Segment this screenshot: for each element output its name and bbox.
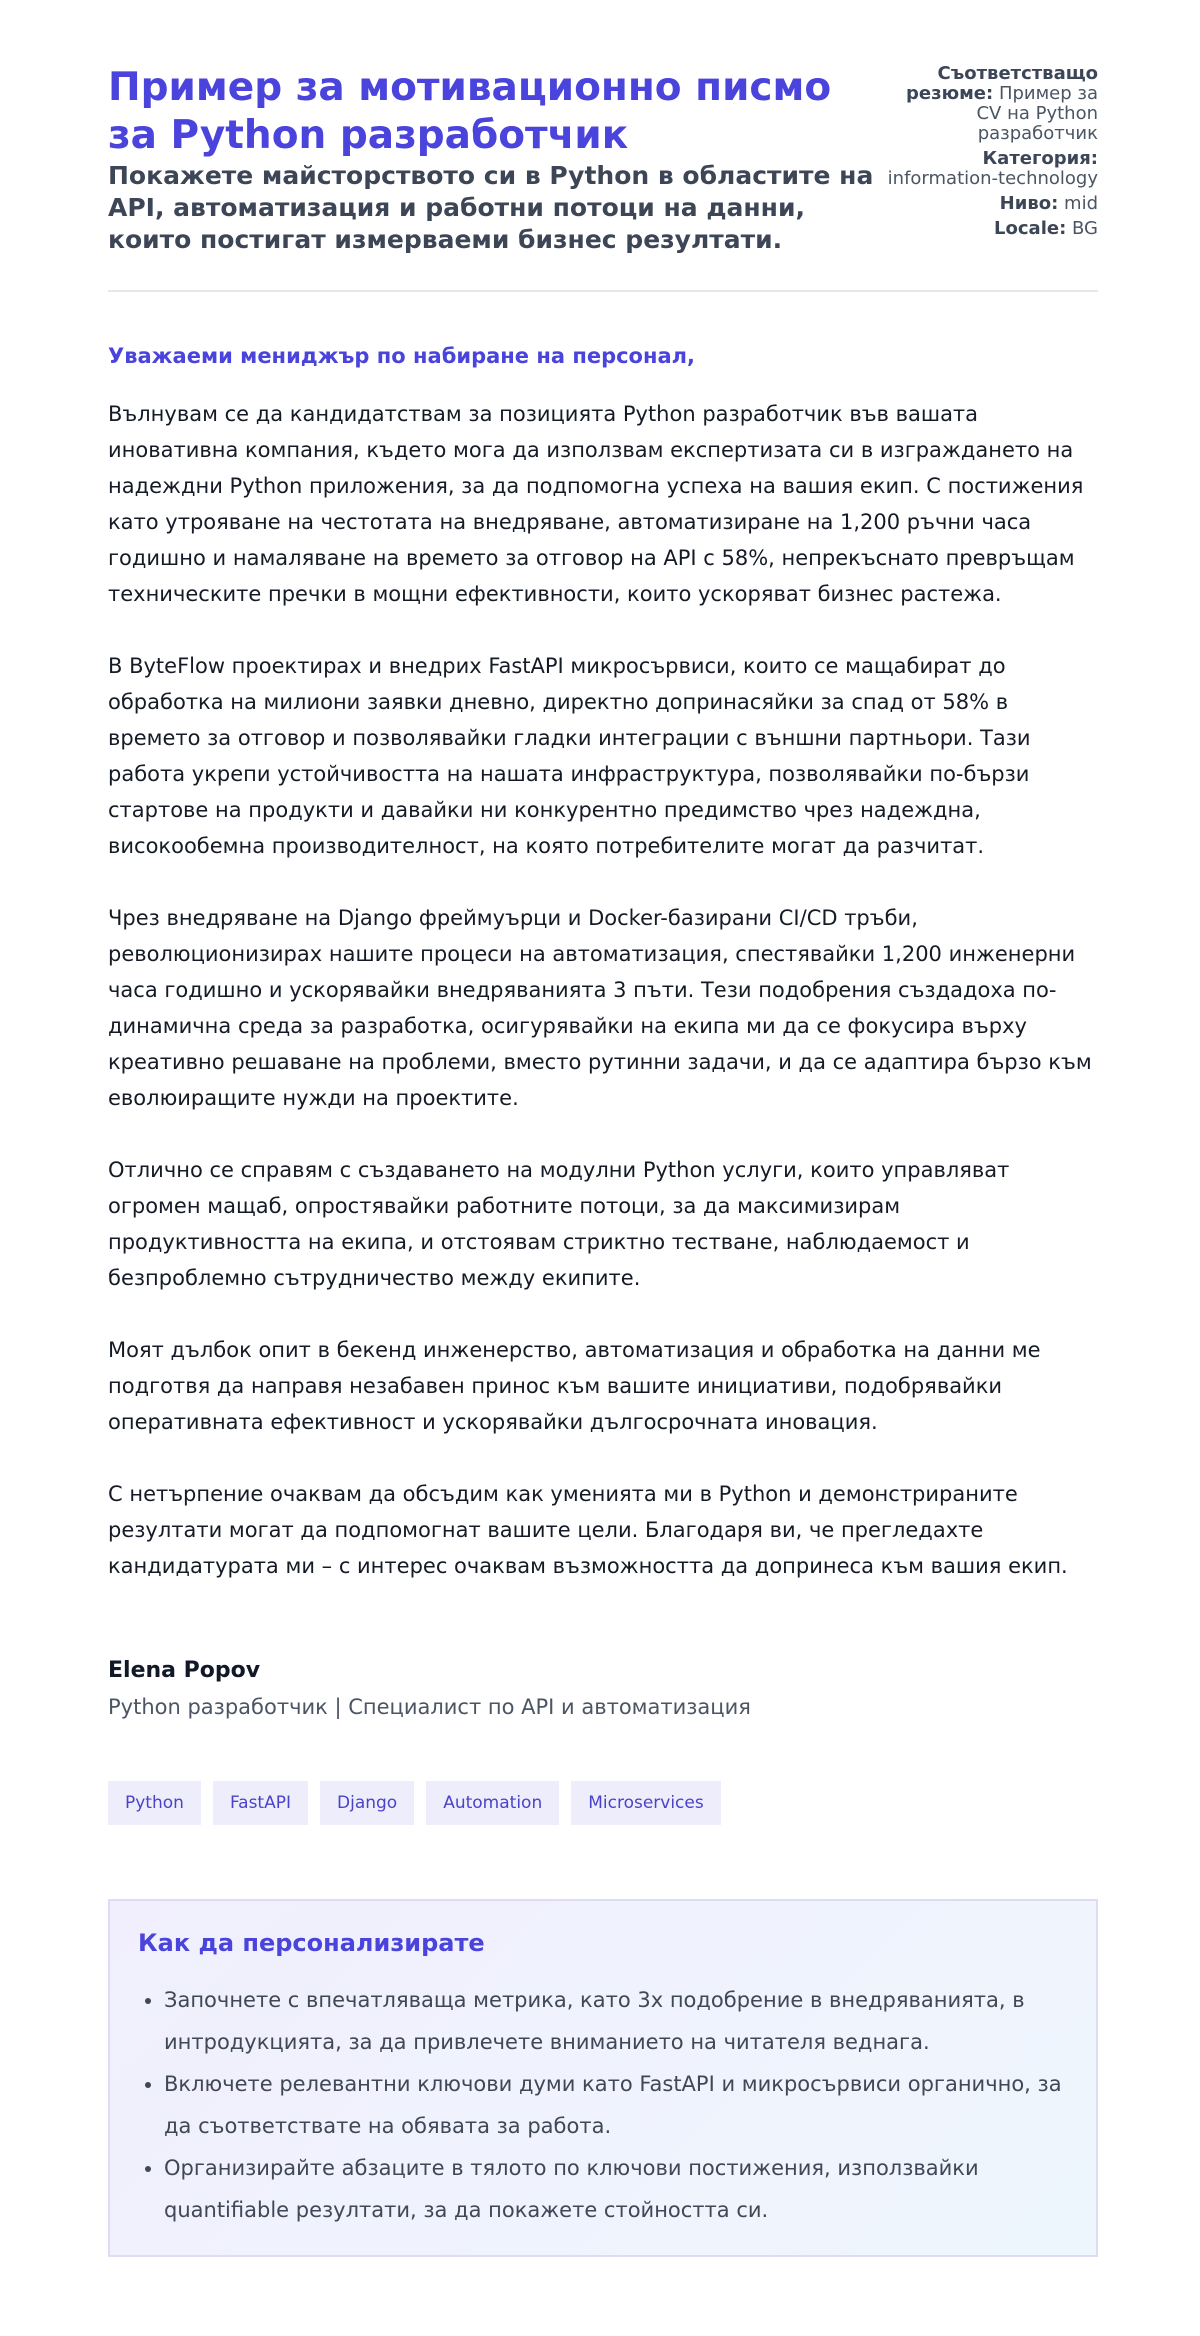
skill-tags	[108, 1781, 1098, 1825]
tip-item: • Включете релевантни ключови думи като FastAPI и микросървиси органично, за да съответствате на обявата за работа.	[164, 2063, 1068, 2147]
meta-label: Категория:	[982, 148, 1098, 169]
letter-paragraph: Моят дълбок опит в бекенд инженерство, автоматизация и обработка на данни ме подготвя да направя незабавен принос към вашите инициативи, подобрявайки оперативната ефективност и ускорявайки дългосрочната иновация.	[108, 1338, 1041, 1434]
tips-title: Как да персонализирате	[138, 1929, 485, 1957]
tip-item: • Организирайте абзаците в тялото по ключови постижения, използвайки quantifiable резултати, за да покажете стойността си.	[164, 2147, 1068, 2231]
letter-body	[108, 396, 1098, 1584]
meta-label: Locale:	[994, 218, 1067, 239]
page-title: Пример за мотивационно писмо за Python разработчик	[108, 65, 832, 158]
letter-paragraph: Отлично се справям с създаването на модулни Python услуги, които управляват огромен мащаб, опростявайки работните потоци, за да максимизирам продуктивността на екипа, и отстоявам стриктно тестване, наблюдаемост и безпроблемно сътрудничество между екипите.	[108, 1158, 1010, 1290]
tag-automation: Automation	[426, 1781, 559, 1825]
signature-name: Elena Popov	[108, 1658, 261, 1683]
tag-microservices: Microservices	[571, 1781, 721, 1825]
meta-label: Ниво:	[999, 193, 1059, 214]
tips-list	[138, 1979, 1068, 2231]
meta-matching-resume	[886, 64, 1098, 144]
meta-value: Пример за CV на Python разработчик	[976, 83, 1098, 144]
meta-category	[886, 149, 1098, 189]
customization-tips	[108, 1899, 1098, 2257]
signature	[108, 1658, 1098, 1719]
meta-value: mid	[1064, 193, 1098, 214]
letter-paragraph: Вълнувам се да кандидатствам за позицията Python разработчик във вашата иновативна компания, където мога да използвам експертизата си в изграждането на надеждни Python приложения, за да подпомогна успеха на вашия екип. С постижения като утрояване на честотата на внедряване, автоматизиране на 1,200 ръчни часа годишно и намаляване на времето за отговор на API с 58%, непрекъснато превръщам техническите пречки в мощни ефективности, които ускоряват бизнес растежа.	[108, 402, 1084, 606]
meta-level	[886, 194, 1098, 214]
tag-fastapi: FastAPI	[213, 1781, 308, 1825]
meta-locale	[886, 219, 1098, 239]
tag-python: Python	[108, 1781, 201, 1825]
title-block	[108, 64, 886, 256]
meta-label: Съответстващо резюме:	[906, 63, 1098, 104]
meta-value: information-technology	[887, 168, 1098, 189]
meta-value: BG	[1072, 218, 1098, 239]
tag-django: Django	[320, 1781, 414, 1825]
page-subtitle: Покажете майсторството си в Python в областите на API, автоматизация и работни потоци на данни, които постигат измерваеми бизнес резултати.	[108, 161, 874, 254]
page-header	[108, 64, 1098, 292]
letter-greeting: Уважаеми мениджър по набиране на персонал,	[108, 344, 696, 368]
meta-info	[886, 64, 1098, 244]
tip-item: • Започнете с впечатляваща метрика, като 3x подобрение в внедряванията, в интродукцията, за да привлечете вниманието на читателя веднага.	[164, 1979, 1068, 2063]
letter-paragraph: Чрез внедряване на Django фреймуърци и Docker-базирани CI/CD тръби, революционизирах нашите процеси на автоматизация, спестявайки 1,200 инженерни часа годишно и ускорявайки внедряванията 3 пъти. Тези подобрения създадоха по-динамична среда за разработка, осигурявайки на екипа ми да се фокусира върху креативно решаване на проблеми, вместо рутинни задачи, и да се адаптира бързо към еволюиращите нужди на проектите.	[108, 906, 1092, 1110]
letter-paragraph: С нетърпение очаквам да обсъдим как уменията ми в Python и демонстрираните резултати могат да подпомогнат вашите цели. Благодаря ви, че прегледахте кандидатурата ми – с интерес очаквам възможността да допринеса към вашия екип.	[108, 1482, 1068, 1578]
signature-role: Python разработчик | Специалист по API и автоматизация	[108, 1695, 751, 1719]
letter-paragraph: В ByteFlow проектирах и внедрих FastAPI микросървиси, които се мащабират до обработка на милиони заявки дневно, директно допринасяйки за спад от 58% в времето за отговор и позволявайки гладки интеграции с външни партньори. Тази работа укрепи устойчивостта на нашата инфраструктура, позволявайки по-бързи стартове на продукти и давайки ни конкурентно предимство чрез надеждна, високообемна производителност, на която потребителите могат да разчитат.	[108, 654, 1031, 858]
